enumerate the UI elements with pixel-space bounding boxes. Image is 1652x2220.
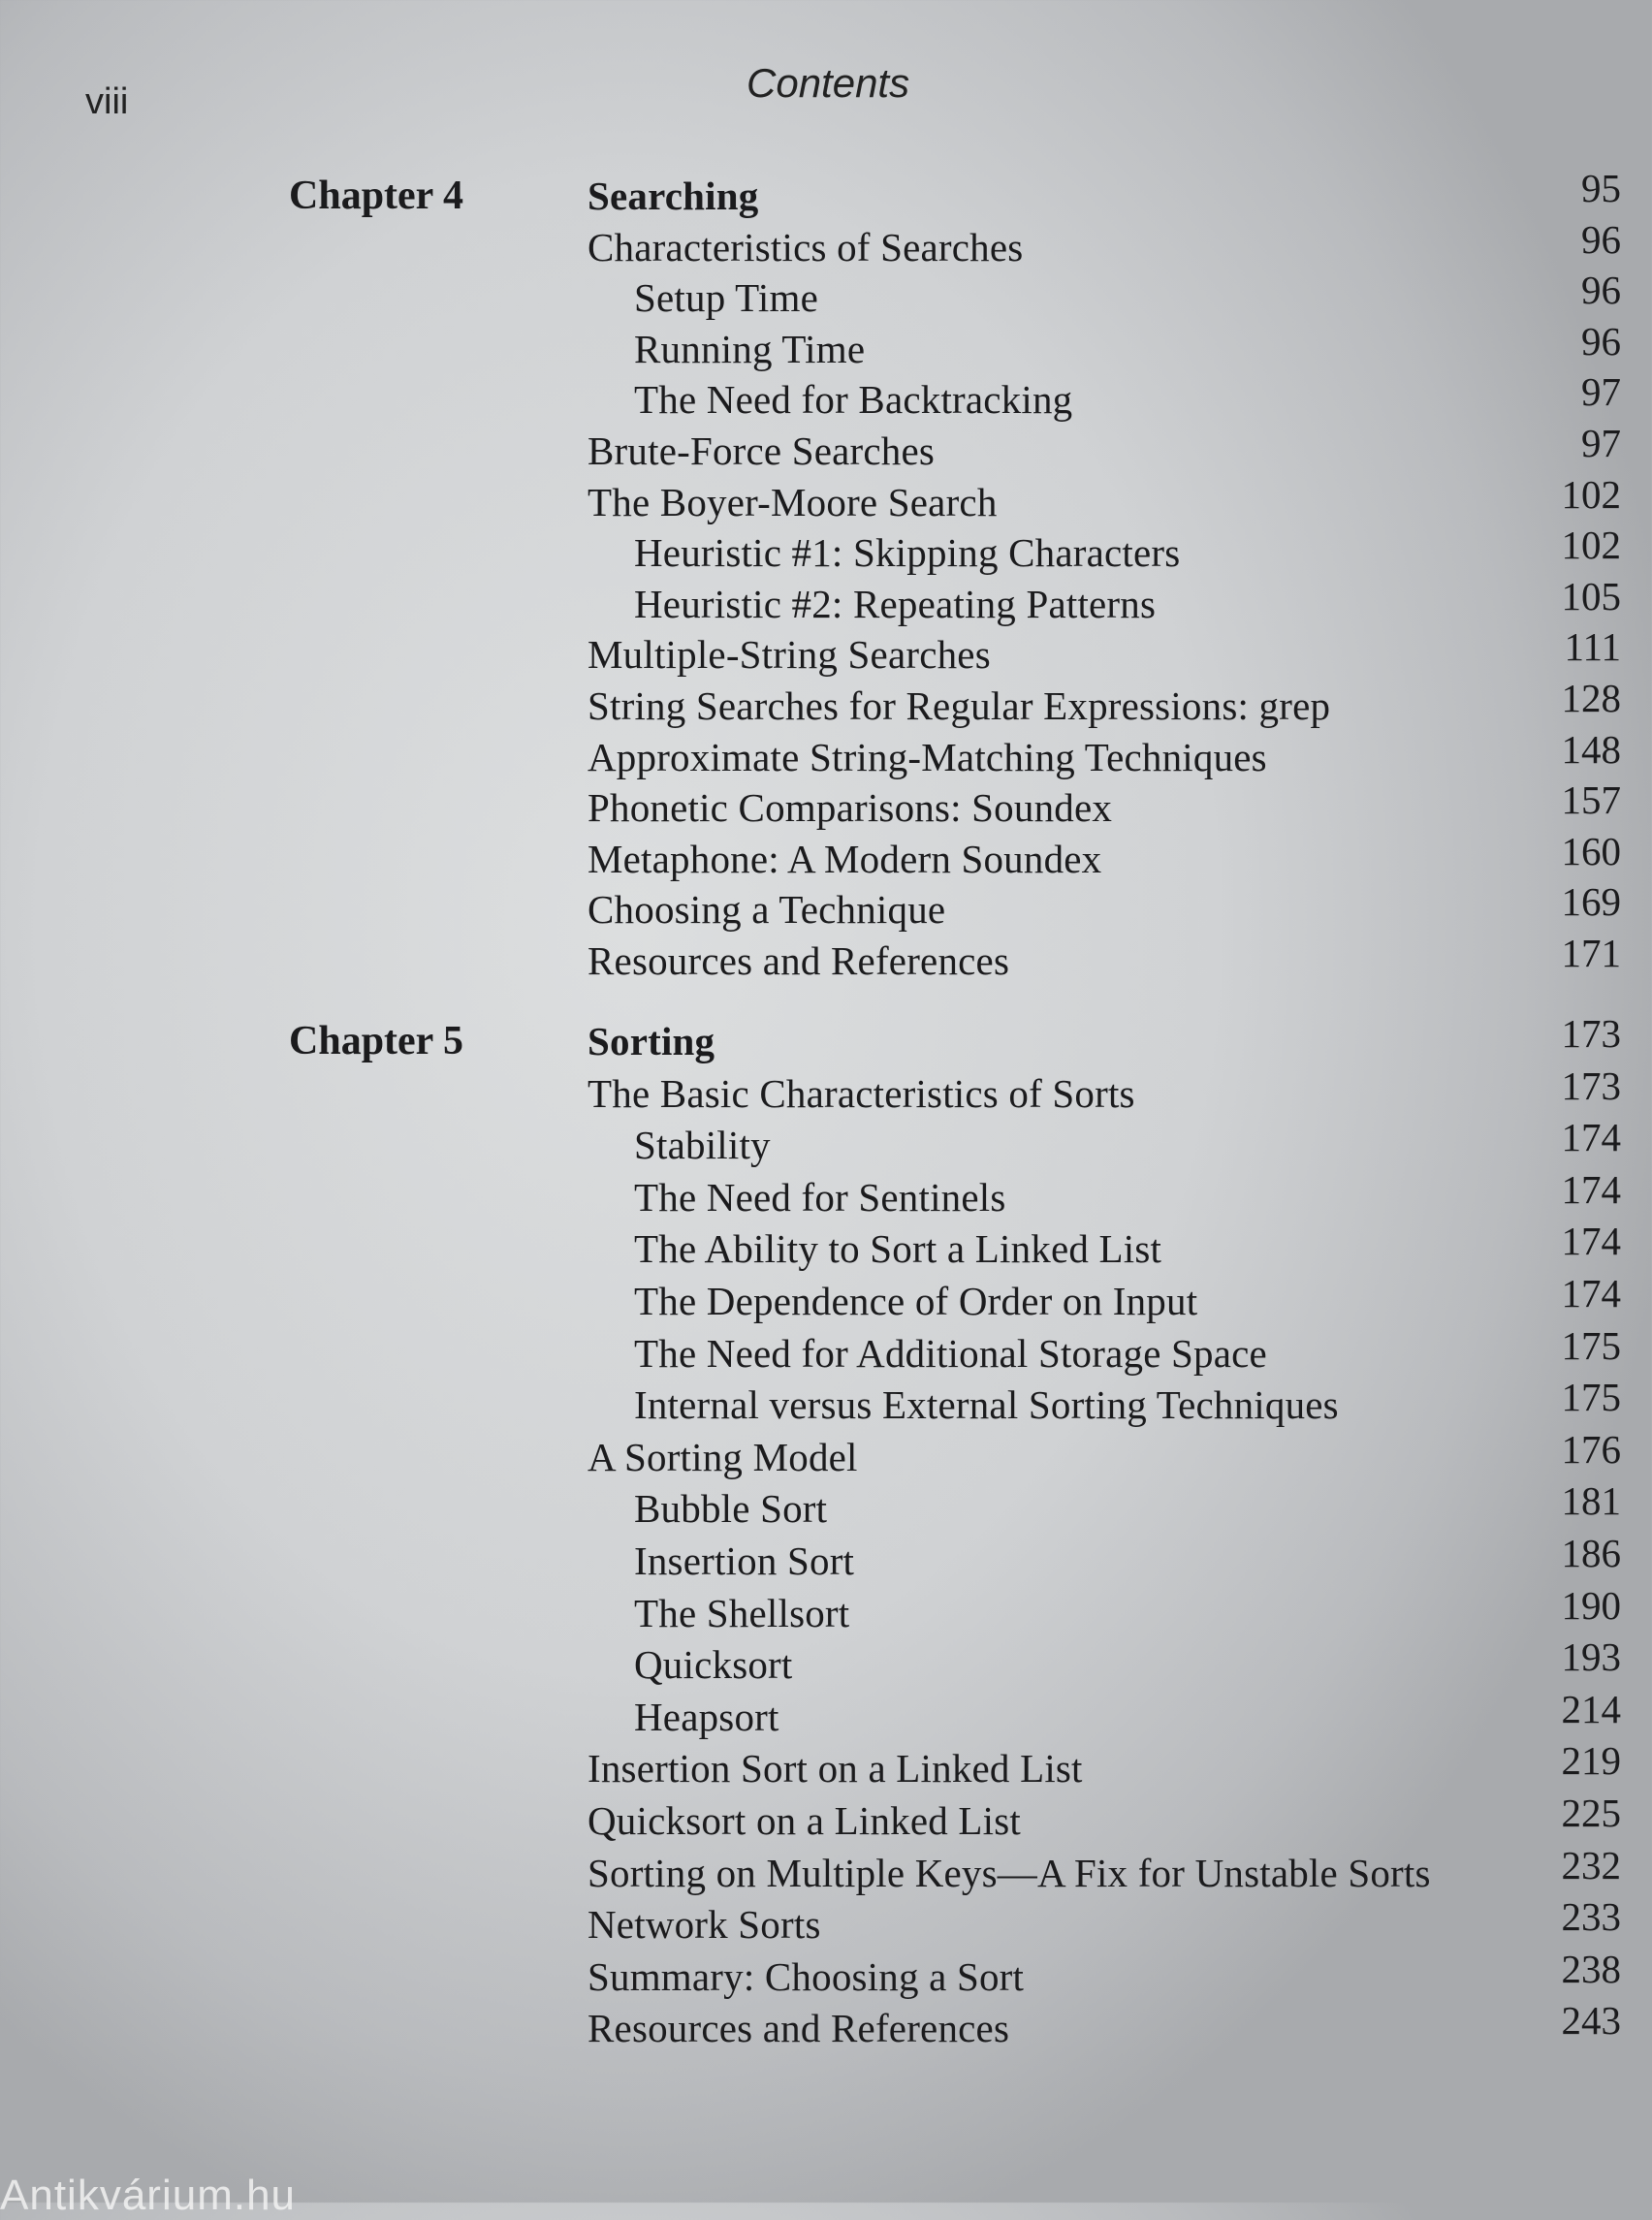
toc-entry-page: 174 bbox=[1561, 1219, 1621, 1264]
toc-entry-page: 186 bbox=[1561, 1531, 1621, 1575]
toc-entry-page: 238 bbox=[1561, 1946, 1621, 1991]
chapter-label: Chapter 4 bbox=[289, 174, 464, 218]
toc-entry-title: Running Time bbox=[634, 326, 866, 371]
toc-entry-page: 174 bbox=[1561, 1115, 1621, 1160]
page-number: viii bbox=[85, 81, 129, 122]
toc-entry-page: 96 bbox=[1581, 318, 1621, 364]
toc-entry-page: 176 bbox=[1561, 1426, 1621, 1472]
toc-entry-title: Quicksort on a Linked List bbox=[588, 1798, 1022, 1843]
toc-entry-page: 193 bbox=[1561, 1634, 1621, 1680]
watermark: Antikvárium.hu bbox=[0, 2172, 297, 2219]
toc-entry-title: Bubble Sort bbox=[634, 1486, 828, 1532]
toc-entry-page: 181 bbox=[1561, 1478, 1621, 1524]
toc-entry bbox=[0, 471, 1652, 530]
toc-entry bbox=[0, 1062, 1652, 1122]
toc-entry bbox=[0, 318, 1652, 377]
toc-entry-title: Choosing a Technique bbox=[588, 887, 946, 933]
running-header-title: Contents bbox=[747, 60, 910, 106]
toc-entry-title: Heuristic #1: Skipping Characters bbox=[634, 530, 1181, 576]
toc-entry-title: Multiple-String Searches bbox=[588, 632, 991, 678]
toc-entry-page: 97 bbox=[1581, 421, 1621, 465]
toc-entry bbox=[0, 1011, 1652, 1069]
toc-entry-page: 102 bbox=[1561, 471, 1621, 517]
toc-entry-title: Brute-Force Searches bbox=[588, 428, 936, 473]
toc-entry-title: The Need for Backtracking bbox=[634, 377, 1073, 423]
toc-entry bbox=[0, 573, 1652, 632]
toc-entry-page: 243 bbox=[1561, 1998, 1621, 2044]
toc-entry-page: 105 bbox=[1561, 573, 1621, 618]
toc-entry bbox=[0, 1791, 1652, 1849]
toc-entry-title: Resources and References bbox=[588, 2006, 1010, 2051]
toc-entry-title: Phonetic Comparisons: Soundex bbox=[588, 785, 1113, 831]
toc-entry bbox=[0, 828, 1652, 887]
toc-entry bbox=[0, 1219, 1652, 1277]
toc-entry bbox=[0, 1531, 1652, 1589]
chapter-label: Chapter 5 bbox=[289, 1019, 464, 1063]
toc-entry bbox=[0, 1738, 1652, 1796]
toc-entry-page: 97 bbox=[1581, 369, 1621, 415]
toc-entry-title: Summary: Choosing a Sort bbox=[588, 1953, 1025, 1999]
toc-entry bbox=[0, 1426, 1652, 1485]
toc-entry-page: 128 bbox=[1561, 676, 1621, 720]
toc-entry-page: 95 bbox=[1581, 166, 1621, 210]
toc-entry-title: Heuristic #2: Repeating Patterns bbox=[634, 581, 1157, 626]
toc-entry bbox=[0, 1166, 1652, 1225]
toc-entry bbox=[0, 216, 1652, 275]
toc-entry bbox=[0, 676, 1652, 734]
toc-entry-title: Searching bbox=[588, 174, 759, 218]
toc-entry bbox=[0, 1322, 1652, 1381]
toc-entry-page: 102 bbox=[1561, 523, 1621, 568]
toc-entry-page: 225 bbox=[1561, 1791, 1621, 1835]
toc-entry-page: 190 bbox=[1561, 1582, 1621, 1628]
toc-entry bbox=[0, 777, 1652, 836]
toc-entry-page: 175 bbox=[1561, 1322, 1621, 1368]
toc-entry-page: 233 bbox=[1561, 1894, 1621, 1940]
toc-entry-page: 175 bbox=[1561, 1375, 1621, 1420]
toc-entry bbox=[0, 1998, 1652, 2056]
toc-entry-page: 219 bbox=[1561, 1738, 1621, 1784]
toc-entry-title: The Need for Sentinels bbox=[634, 1174, 1006, 1220]
toc-entry-title: Sorting on Multiple Keys—A Fix for Unstable Sorts bbox=[588, 1850, 1431, 1895]
toc-entry bbox=[0, 624, 1652, 682]
toc-entry-title: The Boyer-Moore Search bbox=[588, 479, 998, 524]
toc-entry-title: Heapsort bbox=[634, 1694, 779, 1739]
toc-entry-page: 96 bbox=[1581, 216, 1621, 262]
toc-entry-title: Metaphone: A Modern Soundex bbox=[588, 836, 1102, 881]
toc-entry bbox=[0, 1375, 1652, 1433]
toc-entry bbox=[0, 1946, 1652, 2005]
toc-entry bbox=[0, 879, 1652, 937]
toc-entry-page: 174 bbox=[1561, 1271, 1621, 1316]
toc-entry-page: 148 bbox=[1561, 726, 1621, 772]
toc-entry-title: String Searches for Regular Expressions: grep bbox=[588, 683, 1331, 728]
toc-entry bbox=[0, 1634, 1652, 1693]
toc-entry-page: 232 bbox=[1561, 1842, 1621, 1887]
toc-entry-page: 160 bbox=[1561, 828, 1621, 873]
toc-entry-title: Internal versus External Sorting Techniques bbox=[634, 1382, 1339, 1428]
toc-entry bbox=[0, 1478, 1652, 1537]
toc-entry-page: 171 bbox=[1561, 931, 1621, 975]
toc-entry-title: Network Sorts bbox=[588, 1902, 821, 1948]
toc-entry-title: Insertion Sort on a Linked List bbox=[588, 1746, 1083, 1792]
toc-entry-title: The Need for Additional Storage Space bbox=[634, 1330, 1267, 1376]
toc-entry bbox=[0, 1115, 1652, 1173]
toc-entry-page: 173 bbox=[1561, 1062, 1621, 1108]
toc-entry bbox=[0, 1271, 1652, 1329]
toc-entry-page: 214 bbox=[1561, 1686, 1621, 1731]
toc-entry-title: Approximate String-Matching Techniques bbox=[588, 734, 1267, 779]
toc-entry-page: 111 bbox=[1564, 624, 1621, 670]
toc-entry bbox=[0, 1686, 1652, 1745]
toc-entry-title: The Ability to Sort a Linked List bbox=[634, 1226, 1162, 1272]
toc-entry bbox=[0, 166, 1652, 224]
toc-entry bbox=[0, 1894, 1652, 1952]
toc-entry-title: Quicksort bbox=[634, 1642, 793, 1688]
toc-entry-title: Sorting bbox=[588, 1019, 715, 1063]
toc-entry-title: Stability bbox=[634, 1123, 771, 1168]
toc-entry-title: Setup Time bbox=[634, 275, 818, 321]
toc-entry-title: The Dependence of Order on Input bbox=[634, 1279, 1198, 1323]
toc-entry-title: The Basic Characteristics of Sorts bbox=[588, 1070, 1135, 1116]
toc-entry bbox=[0, 1842, 1652, 1901]
toc-entry-page: 96 bbox=[1581, 268, 1621, 313]
toc-entry bbox=[0, 523, 1652, 581]
toc-entry-page: 174 bbox=[1561, 1166, 1621, 1212]
toc-entry-title: Characteristics of Searches bbox=[588, 224, 1024, 270]
toc-entry-page: 173 bbox=[1561, 1011, 1621, 1056]
toc-entry-title: The Shellsort bbox=[634, 1590, 850, 1635]
toc-entry bbox=[0, 726, 1652, 785]
toc-entry-page: 169 bbox=[1561, 879, 1621, 925]
toc-entry-page: 157 bbox=[1561, 777, 1621, 823]
toc-entry-title: Insertion Sort bbox=[634, 1538, 855, 1583]
toc-entry bbox=[0, 421, 1652, 479]
toc-entry bbox=[0, 268, 1652, 326]
toc-entry-title: Resources and References bbox=[588, 938, 1010, 983]
toc-entry bbox=[0, 931, 1652, 989]
toc-entry bbox=[0, 1582, 1652, 1641]
toc-entry bbox=[0, 369, 1652, 428]
toc-entry-title: A Sorting Model bbox=[588, 1434, 858, 1479]
